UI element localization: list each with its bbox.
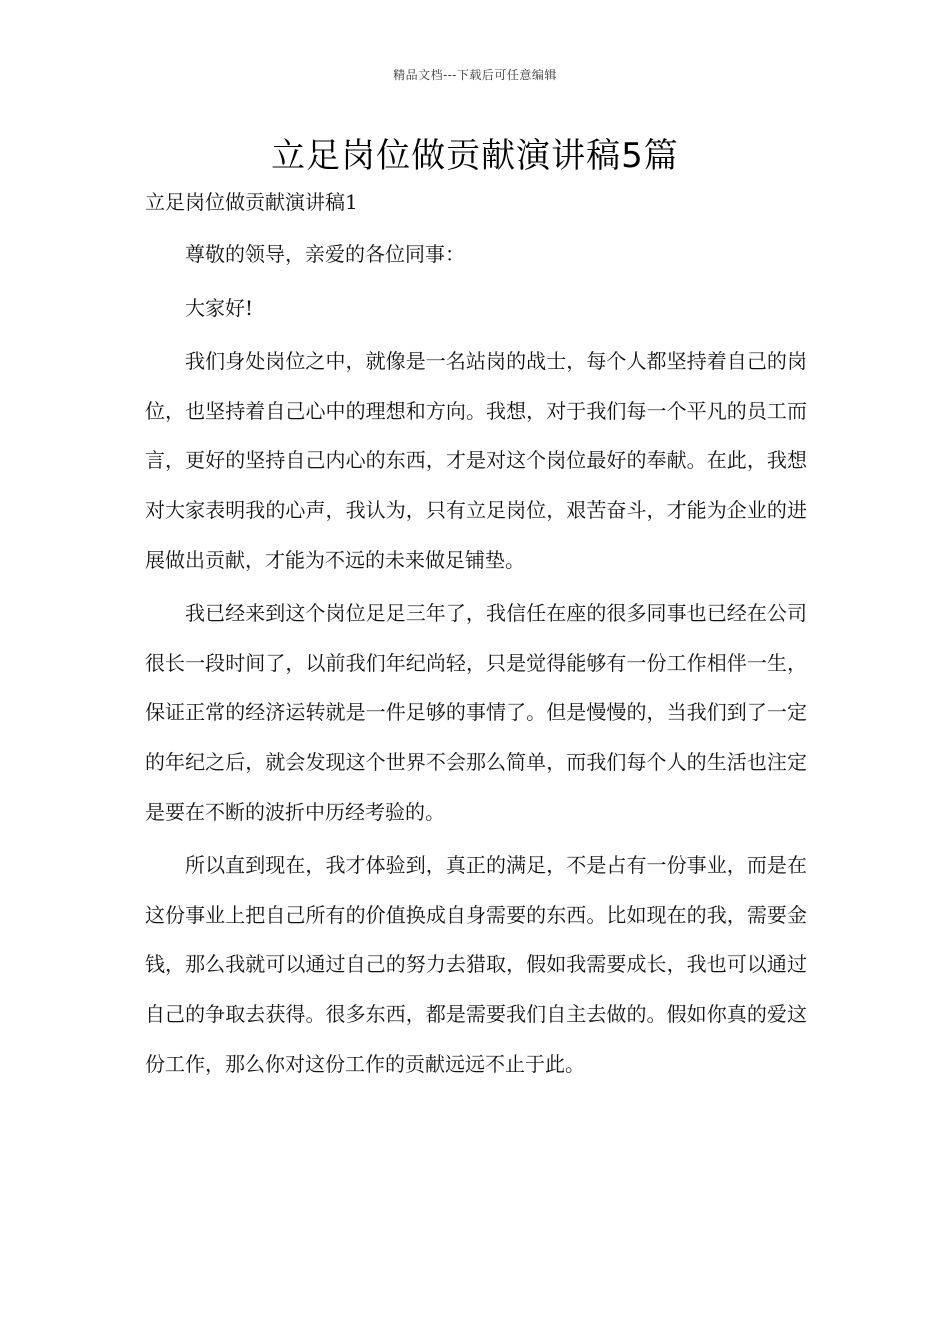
body-text: [145, 230, 807, 1093]
body-paragraph: 我们身处岗位之中，就像是一名站岗的战士，每个人都坚持着自己的岗位，也坚持着自己心中的理想和方向。我想，对于我们每一个平凡的员工而言，更好的坚持自己内心的东西，才是对这个岗位最好的奉献。在此，我想对大家表明我的心声，我认为，只有立足岗位，艰苦奋斗，才能为企业的进展做出贡献，才能为不远的未来做足铺垫。: [145, 349, 807, 572]
section-title: 立足岗位做贡献演讲稿1: [145, 190, 358, 214]
greeting-paragraph: 尊敬的领导，亲爱的各位同事：: [185, 242, 465, 266]
body-paragraph: 所以直到现在，我才体验到，真正的满足，不是占有一份事业，而是在这份事业上把自己所有的价值换成自身需要的东西。比如现在的我，需要金钱，那么我就可以通过自己的努力去猎取，假如我需要成长，我也可以通过自己的争取去获得。很多东西，都是需要我们自主去做的。假如你真的爱这份工作，那么你对这份工作的贡献远远不止于此。: [145, 853, 807, 1076]
salutation-paragraph: 大家好!: [185, 295, 254, 320]
document-title: 立足岗位做贡献演讲稿5篇: [271, 136, 679, 176]
header-note: 精品文档---下载后可任意编辑: [393, 68, 557, 82]
body-paragraph: 我已经来到这个岗位足足三年了，我信任在座的很多同事也已经在公司很长一段时间了，以前我们年纪尚轻，只是觉得能够有一份工作相伴一生，保证正常的经济运转就是一件足够的事情了。但是慢慢的，当我们到了一定的年纪之后，就会发现这个世界不会那么简单，而我们每个人的生活也注定是要在不断的波折中历经考验的。: [145, 601, 807, 824]
